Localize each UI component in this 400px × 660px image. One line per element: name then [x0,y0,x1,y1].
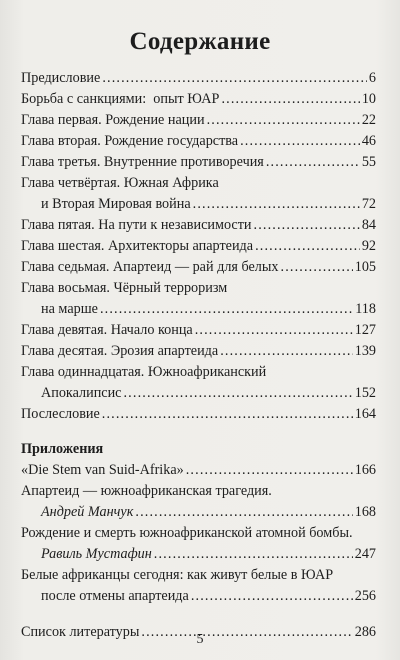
toc-entry-first-line: Белые африканцы сегодня: как живут белые в ЮАР [21,567,334,583]
toc-entry-label: Глава первая. Рождение нации [21,112,205,128]
dot-leader [186,460,353,481]
dot-leader [221,89,359,110]
toc-entry-label: Апокалипсис [41,385,122,401]
dot-leader [191,586,353,607]
toc-entry-label: Послесловие [21,406,100,422]
toc-entry-page: 168 [354,504,376,520]
toc-entry-page: 152 [354,385,376,401]
dot-leader [266,152,360,173]
toc-entry-page: 247 [354,546,376,562]
dot-leader [195,320,353,341]
toc-entry [21,257,376,278]
toc-entry-page: 72 [361,196,376,212]
toc-entry [21,215,376,236]
toc-entry [21,131,376,152]
toc-entry-page: 105 [354,259,376,275]
dot-leader [281,257,353,278]
dot-leader [255,236,360,257]
appendix-heading: Приложения [21,441,104,457]
dot-leader [102,404,353,425]
page-number: 5 [196,632,204,647]
toc-entry-label: «Die Stem van Suid-Afrika» [21,462,184,478]
toc-entry-page: 22 [361,112,376,128]
toc-entry-author: Равиль Мустафин [41,546,152,562]
dot-leader [254,215,360,236]
dot-leader [207,110,360,131]
toc-entry-page: 92 [361,238,376,254]
dot-leader [100,299,353,320]
toc-entry [21,523,376,565]
toc-entry-label: Глава третья. Внутренние противоречия [21,154,264,170]
toc-entry [21,404,376,425]
toc-entry-page: 164 [354,406,376,422]
toc-entry-label: и Вторая Мировая война [41,196,191,212]
toc-entry [21,320,376,341]
toc-entry-label: Глава девятая. Начало конца [21,322,193,338]
toc-entry-label: Глава вторая. Рождение государства [21,133,239,149]
dot-leader [154,544,353,565]
toc-entry [21,173,376,215]
toc-entry-page: 6 [368,70,376,86]
toc-entry-page: 166 [354,462,376,478]
toc-entry-label: Глава пятая. На пути к независимости [21,217,252,233]
toc-entry [21,481,376,523]
toc-entry [21,110,376,131]
dot-leader [102,68,367,89]
dot-leader [193,194,360,215]
toc-entry-page: 118 [355,301,376,317]
toc-entry-page: 55 [361,154,376,170]
toc-entry-page: 84 [361,217,376,233]
toc-entry [21,89,376,110]
toc-entry [21,460,376,481]
toc-entry-page: 139 [354,343,376,359]
toc-entry-label: Глава десятая. Эрозия апартеида [21,343,219,359]
toc-entry [21,68,376,89]
toc-entry-label: на марше [41,301,98,317]
toc-entry-first-line: Апартеид — южноафриканская трагедия. [21,483,272,499]
toc-entry [21,278,376,320]
toc-entry [21,152,376,173]
toc-entry-label: Глава шестая. Архитекторы апартеида [21,238,254,254]
toc-entry [21,341,376,362]
toc-entry-label: Глава седьмая. Апартеид — рай для белых [21,259,279,275]
dot-leader [123,383,352,404]
toc-entry-first-line: Рождение и смерть южноафриканской атомной бомбы. [21,525,353,541]
dot-leader [240,131,360,152]
page-title: Содержание [129,28,271,55]
toc-entry [21,565,376,607]
toc-entry-page: 127 [354,322,376,338]
toc-entry-label: Список литературы [21,624,140,640]
toc-entry [21,236,376,257]
dot-leader [220,341,353,362]
table-of-contents [21,68,376,643]
toc-entry-page: 46 [361,133,376,149]
toc-entry-page: 256 [354,588,376,604]
toc-entry-page: 10 [361,91,376,107]
toc-entry-label: после отмены апартеида [41,588,189,604]
toc-entry-first-line: Глава четвёртая. Южная Африка [21,175,219,191]
toc-entry-page: 286 [354,624,376,640]
toc-entry-first-line: Глава одиннадцатая. Южноафриканский [21,364,267,380]
toc-entry-author: Андрей Манчук [41,504,134,520]
toc-entry-label: Предисловие [21,70,101,86]
toc-entry [21,362,376,404]
toc-entry-label: Борьба с санкциями: опыт ЮАР [21,91,220,107]
toc-entry-first-line: Глава восьмая. Чёрный терроризм [21,280,228,296]
dot-leader [135,502,352,523]
